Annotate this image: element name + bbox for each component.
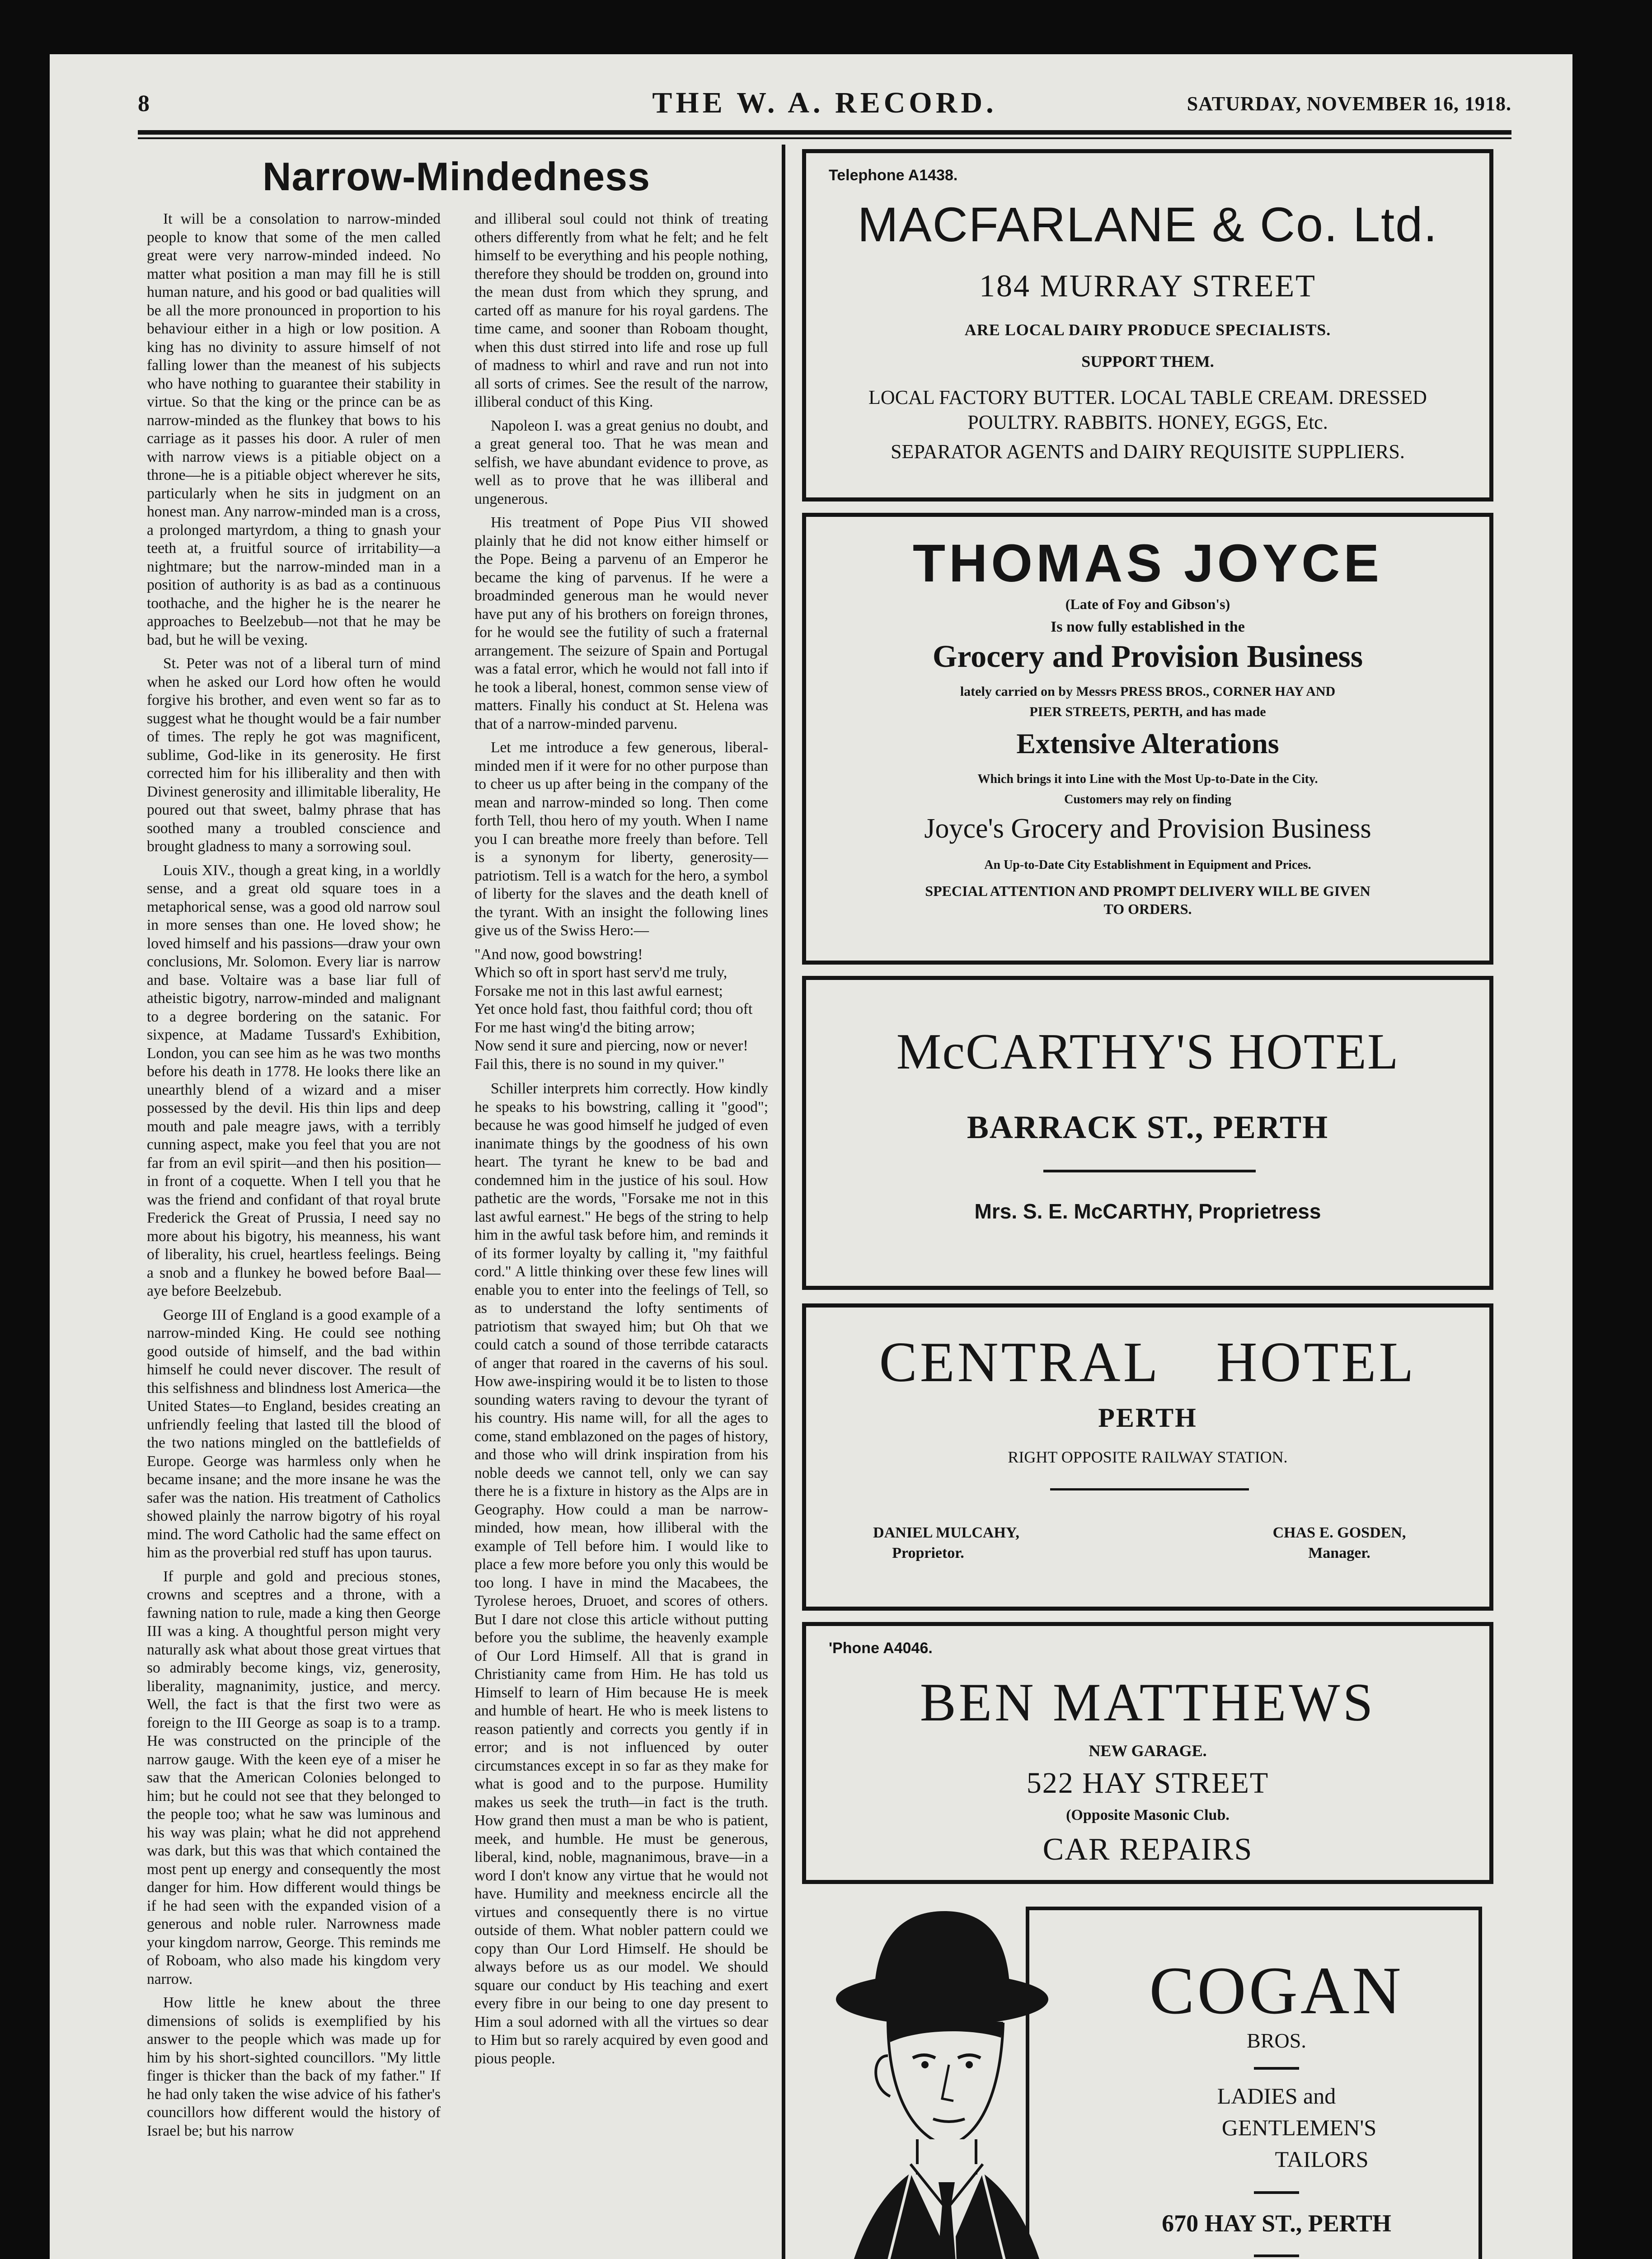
ad-company-name: BEN MATTHEWS — [920, 1672, 1376, 1732]
article-paragraph: If purple and gold and precious stones, crowns and sceptres and a throne, with a fawning nation to rule, made a king then George III was a king. A thoughtful person might very naturally ask what about those great virtues that so admirably become kings, viz, generosity, liberality, magnanimity, justice, and mercy. Well, the fact is that the first two were as foreign to the III George as soap is to a tramp. He was constructed on the principle of the narrow gauge. With the keen eye of a miser he saw that the American Colonies belonged to him; but he could not see that they belonged to the people too; what he saw was luminous and his way was plain; what he did not apprehend was dark, but this was that which contained the most pent up energy and consequently the most danger for him. How different would things be if he had seen with the expanded vision of a generous and noble ruler. Narrowness made your kingdom narrow, George. This reminds me of Roboam, who also made his kingdom very narrow. — [147, 1568, 441, 1987]
ad-company-name: THOMAS JOYCE — [912, 534, 1383, 593]
article-paragraph: Let me introduce a few generous, liberal-minded men if it were for no other purpose than to cheer us up after being in the company of the mean and narrow-minded so long. Then come forth Tell, thou hero of my youth. When I name you I can breathe more freely than before. Tell is a synonym for liberty, generosity—patriotism. Tell is a watch for the hero, a symbol of liberty for the slaves and the death knell of the tyrant. With an insight the following lines give us of the Swiss Hero:— — [474, 739, 768, 939]
ad-tagline: SUPPORT THEM. — [1081, 352, 1214, 370]
ad-text: GENTLEMEN'S — [1221, 2115, 1377, 2140]
ad-products: SEPARATOR AGENTS and DAIRY REQUISITE SUPPLIERS. — [891, 441, 1405, 463]
ad-service: CAR REPAIRS — [1042, 1832, 1253, 1867]
ad-address: 184 MURRAY STREET — [979, 269, 1316, 304]
ad-city: PERTH — [1098, 1403, 1197, 1433]
ad-text: LADIES and — [1217, 2083, 1336, 2109]
issue-date: SATURDAY, NOVEMBER 16, 1918. — [1187, 93, 1511, 115]
ad-heading: Extensive Alterations — [1016, 727, 1279, 759]
divider — [1043, 1170, 1256, 1172]
divider — [1050, 1488, 1249, 1490]
ad-subtitle: BROS. — [1247, 2029, 1306, 2052]
ad-heading: Joyce's Grocery and Provision Business — [924, 813, 1371, 844]
newspaper-title: THE W. A. RECORD. — [652, 86, 997, 119]
ad-text: lately carried on by Messrs PRESS BROS., CORNER HAY AND — [960, 684, 1336, 699]
newspaper-page — [50, 54, 1572, 2259]
divider — [1254, 2191, 1299, 2194]
ad-note: (Opposite Masonic Club. — [1066, 1807, 1230, 1823]
ad-text: Which brings it into Line with the Most Up-to-Date in the City. — [977, 772, 1318, 786]
ad-text: SPECIAL ATTENTION AND PROMPT DELIVERY WILL BE GIVEN — [925, 883, 1370, 899]
poem-line: "And now, good bowstring! — [474, 946, 643, 963]
ad-proprietor-name: DANIEL MULCAHY, — [873, 1524, 1019, 1541]
poem-line: Now send it sure and piercing, now or never! — [474, 1037, 748, 1054]
article-paragraph: St. Peter was not of a liberal turn of mind when he asked our Lord how often he would forgive his brother, and even went so far as to suggest what he thought would be a fair number of times. The reply he got was magnificent, sublime, God-like in its generosity. He first corrected him for his illiberality and then with Divinest generosity and illimitable liberality, He poured out that sweet, balmy phrase that has soothed many a troubled conscience and brought gladness to many a sorrowing soul. — [147, 655, 441, 855]
ad-text: An Up-to-Date City Establishment in Equipment and Prices. — [984, 858, 1311, 872]
ad-mccarthys-hotel — [802, 976, 1493, 1290]
article-title: Narrow-Mindedness — [262, 154, 651, 199]
ad-text: TO ORDERS. — [1103, 901, 1192, 917]
ad-address: BARRACK ST., PERTH — [967, 1109, 1329, 1145]
poem-line: Which so oft in sport hast serv'd me truly, — [474, 964, 727, 981]
ad-proprietor-role: Proprietor. — [892, 1545, 964, 1561]
article-paragraph: How little he knew about the three dimensions of solids is exemplified by his answer to the people which was made up for him by his short-sighted councillors. "My little finger is thicker than the back of my father." If he had only taken the wise advice of his father's councillors how different would the history of Israel be; but his narrow — [147, 1994, 441, 2139]
ad-tagline: ARE LOCAL DAIRY PRODUCE SPECIALISTS. — [964, 321, 1331, 339]
page-number: 8 — [138, 91, 150, 117]
ad-ben-matthews — [802, 1622, 1493, 1884]
poem-line: Fail this, there is no sound in my quiver." — [474, 1055, 725, 1073]
masthead-rule — [138, 130, 1511, 135]
divider — [1254, 2254, 1299, 2257]
ad-products: POULTRY. RABBITS. HONEY, EGGS, Etc. — [967, 411, 1328, 433]
poem-line: Forsake me not in this last awful earnest; — [474, 982, 723, 999]
ad-thomas-joyce — [802, 513, 1493, 965]
ad-hotel-name: McCARTHY'S HOTEL — [896, 1024, 1399, 1080]
masthead-rule-thin — [138, 137, 1511, 139]
ad-cogan-bros — [802, 1893, 1493, 2259]
article-column-2 — [474, 210, 768, 2259]
article-paragraph: George III of England is a good example of a narrow-minded King. He could see nothing good outside of himself, and the bad within himself he could never discover. The result of this selfishness and blindness lost America—the United States—to England, besides creating an unfriendly feeling that lasted till the blood of the two nations mingled on the battlefields of Europe. George was harmless only when he became insane; and the more insane he was the safer was the nation. His treatment of Catholics showed plainly the narrow bigotry of his royal mind. The word Catholic had the same effect on him as the proverbial red stuff has upon taurus. — [147, 1306, 441, 1561]
article-paragraph: Schiller interprets him correctly. How kindly he speaks to his bowstring, calling it "good"; because he was good himself he judged of even inanimate things by the goodness of his own heart. The tyrant he knew to be bad and condemned him in the justice of his soul. How pathetic are the words, "Forsake me not in this last awful earnest." He begs of the string to help him in the awful task before him, and reminds it of its former loyalty by calling it, "my faithful cord." A little thinking over these few lines will enable you to enter into the feelings of Tell, so as to understand the lofty sentiments of patriotism that swayed him; but Oh that we could catch a sound of those terribde cataracts of anger that roared in the caverns of his soul. How awe-inspiring would it be to listen to those sounding waters raving to devour the tyrant of his country. His name will, for all the ages to come, stand emblazoned on the pages of history, and those who will drink inspiration from his noble deeds we cannot tell, only we can say there he is a fixture in history as the Alps are in Geography. How could a man be narrow-minded, how mean, how illiberal with the example of Tell before him. I would like to place a few more before you only this would be too long. I have in mind the Macabees, the Tyrolese heroes, Druoet, and scores of others. But I dare not close this article without putting before you the sublime, the heavenly example of Our Lord Himself. All that is grand in Christianity came from Him. He has told us Himself to learn of Him because He is meek and humble of heart. He who is meek listens to reason patiently and corrects you gently if in error; and is not influenced by outer circumstances except in so far as they make for what is good and to the purpose. Humility makes us seek the truth—in fact is the truth. How grand then must a man be who is patient, meek, and humble. He must be generous, liberal, kind, noble, magnanimous, brave—in a word I don't know any virtue that he would not have. Humility and meekness encircle all the virtues and consequently there is no virtue outside of them. What nobler pattern could we copy than Our Lord Himself. He should be always before us as our model. We should square our conduct by His teaching and exert every fibre in our being to one day present to Him a soul adorned with all the virtues so dear to Him but so rarely acquired by even good and pious people. — [474, 1080, 768, 2067]
ad-products: LOCAL FACTORY BUTTER. LOCAL TABLE CREAM. DRESSED — [868, 386, 1427, 408]
ad-heading: Grocery and Provision Business — [932, 639, 1363, 674]
ad-proprietor: Mrs. S. E. McCARTHY, Proprietress — [974, 1200, 1321, 1223]
article-paragraph: His treatment of Pope Pius VII showed plainly that he did not know either himself or the Pope. Being a parvenu of an Emperor he became the king of parvenus. If he were a broadminded generous man he would never have put any of his brothers on foreign thrones, for he would see the futility of such a fraternal arrangement. The seizure of Spain and Portugal was a fatal error, which he would not fall into if he took a liberal, honest, common sense view of matters. Finally his conduct at St. Helena was that of a narrow-minded parvenu. — [474, 514, 768, 732]
gentleman-hat-illustration — [820, 1893, 1073, 2259]
article-paragraph: Napoleon I. was a great genius no doubt, and a great general too. That he was mean and selfish, we have abundant evidence to prove, as well as to prove that he was illiberal and ungenerous. — [474, 417, 768, 507]
ad-subtitle: (Late of Foy and Gibson's) — [1065, 596, 1230, 612]
poem-line: For me hast wing'd the biting arrow; — [474, 1019, 695, 1036]
divider — [1254, 2067, 1299, 2070]
column-divider — [782, 145, 785, 2259]
article-column-1 — [147, 210, 441, 2259]
ad-company-name: COGAN — [1149, 1953, 1404, 2028]
ad-address: 670 HAY ST., PERTH — [1162, 2210, 1391, 2237]
article-paragraph: Louis XIV., though a great king, in a worldly sense, and a great old square toes in a metaphorical sense, was a good old narrow soul in more senses than one. He loved show; he loved himself and his passions—draw your own conclusions, Mr. Solomon. Every liar is narrow and base. Voltaire was a base liar full of atheistic bigotry, narrow-minded and malignant to a degree bordering on the satanic. For sixpence, at Madame Tussard's Exhibition, London, you can see him as he was two months before his death in 1778. He looks there like an unearthly blend of a wizard and a miser possessed by the devil. His thin lips and deep mouth and pale meagre jaws, with a terribly cunning aspect, make you feel that you are not far from an evil spirit—and then his position—in front of a coquette. When I tell you that he was the friend and confidant of that royal brute Frederick the Great of Prussia, I need say no more about his bigotry, his meanness, his want of liberality, his cruel, heartless feelings. Being a snob and a flunkey he bowed before Baal—aye before Beelzebub. — [147, 862, 441, 1299]
ad-location: RIGHT OPPOSITE RAILWAY STATION. — [1008, 1448, 1288, 1466]
ad-hotel-name: CENTRAL HOTEL — [879, 1331, 1417, 1394]
ad-central-hotel — [802, 1303, 1493, 1611]
ad-text: Customers may rely on finding — [1064, 792, 1231, 806]
ad-subtitle: NEW GARAGE. — [1089, 1742, 1207, 1760]
ad-text: Is now fully established in the — [1051, 619, 1245, 635]
ad-phone: Telephone A1438. — [829, 167, 958, 184]
ad-text: TAILORS — [1275, 2147, 1369, 2172]
ad-manager-role: Manager. — [1308, 1545, 1370, 1561]
ad-manager-name: CHAS E. GOSDEN, — [1272, 1524, 1406, 1541]
poem-line: Yet once hold fast, thou faithful cord; thou oft — [474, 1001, 753, 1017]
article-paragraph: and illiberal soul could not think of treating others differently from what he felt; and he felt himself to be everything and his people nothing, therefore they should be trodden on, ground into the mean dust from which they sprung, and carted off as manure for his royal gardens. The time came, and sooner than Roboam thought, when this dust stirred into life and rose up full of madness to whirl and rave and run not into all sorts of crimes. See the result of the narrow, illiberal conduct of this King. — [474, 211, 768, 410]
article-paragraph: It will be a consolation to narrow-minded people to know that some of the men called great were very narrow-minded indeed. No matter what position a man may fill he is still human nature, and his good or bad qualities will be all the more pronounced in proportion to his behaviour either in a high or low position. A king has no divinity to assure himself of not falling lower than the meanest of his subjects who have nothing to guarantee their stability in virtue. So that the king or the prince can be as narrow-minded as the flunkey that bows to his carriage as it passes his door. A ruler of men with narrow views is a pitiable object on a throne—he is a pitiable object wherever he sits, particularly when he sits in judgment on an honest man. Any narrow-minded man is a cross, a prolonged martyrdom, a thing to gnash your teeth at, a fruitful source of irritability—a nightmare; but the narrow-minded man in a position of authority is as bad as a continuous toothache, and the higher he is the nearer he approaches to Beelzebub—not that he may be bad, but he will be vexing. — [147, 211, 441, 648]
ad-macfarlane — [802, 149, 1493, 501]
ad-address: 522 HAY STREET — [1026, 1767, 1269, 1800]
poem-quote — [474, 946, 768, 1074]
ad-text: PIER STREETS, PERTH, and has made — [1029, 704, 1266, 719]
masthead — [138, 86, 1511, 127]
ad-company-name: MACFARLANE & Co. Ltd. — [857, 197, 1438, 252]
ad-phone: 'Phone A4046. — [829, 1640, 933, 1657]
